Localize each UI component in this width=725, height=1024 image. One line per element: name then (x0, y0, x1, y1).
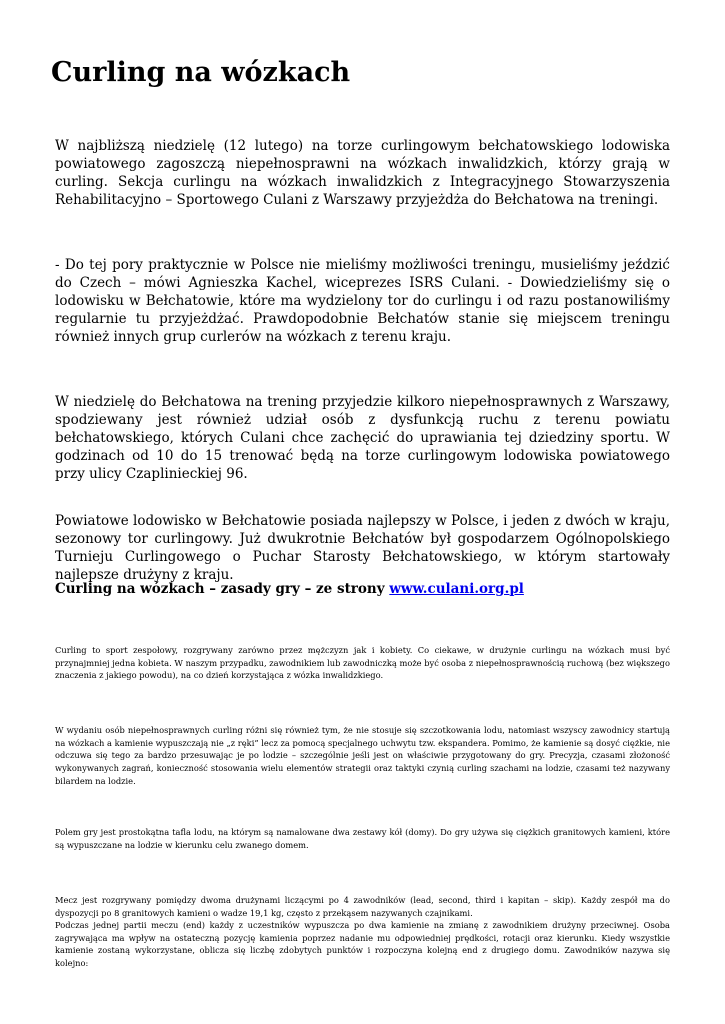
rules-paragraph-3: Polem gry jest prostokątna tafla lodu, na którym są namalowane dwa zestawy kół (domy). Do gry używa się ciężkich granitowych kamieni, które są wypuszczane na lodzie w kierunku celu zwanego domem. (55, 827, 670, 850)
culani-link[interactable]: www.culani.org.pl (389, 581, 524, 597)
rules-paragraph-4: Mecz jest rozgrywany pomiędzy dwoma drużynami liczącymi po 4 zawodników (lead, second, third i kapitan – skip). Każdy zespół ma do dyspozycji po 8 granitowych kamieni o wadze 19,1 kg, często z przekąsem nazywanych czajnikami. (55, 895, 670, 918)
rules-heading-text: Curling na wózkach – zasady gry – ze strony (55, 581, 390, 597)
paragraph-quote: - Do tej pory praktycznie w Polsce nie mieliśmy możliwości treningu, musieliśmy jeździć do Czech – mówi Agnieszka Kachel, wiceprezes ISRS Culani. - Dowiedzieliśmy się o lodowisku w Bełchatowie, które ma wydzielony tor do curlingu i od razu postanowiliśmy regularnie tu przyjeżdżać. Prawdopodobnie Bełchatów stanie się miejscem treningu również innych grup curlerów na wózkach z terenu kraju. (55, 257, 670, 345)
paragraph-training: W niedzielę do Bełchatowa na trening przyjedzie kilkoro niepełnosprawnych z Warszawy, spodziewany jest również udział osób z dysfunkcją ruchu z terenu powiatu bełchatowskiego, których Culani chce zachęcić do uprawiania tej dziedziny sportu. W godzinach od 10 do 15 trenować będą na torze curlingowym lodowiska powiatowego przy ulicy Czaplinieckiej 96. (55, 394, 670, 482)
rules-paragraph-1: Curling to sport zespołowy, rozgrywany zarówno przez mężczyzn jak i kobiety. Co ciekawe, w drużynie curlingu na wózkach musi być przynajmniej jedna kobieta. W naszym przypadku, zawodnikiem lub zawodniczką może być osoba z niepełnosprawnością ruchową (bez większego znaczenia z jakiego powodu), na co dzień korzystająca z wózka inwalidzkiego. (55, 645, 670, 681)
rules-heading (55, 580, 670, 598)
paragraph-rink: Powiatowe lodowisko w Bełchatowie posiada najlepszy w Polsce, i jeden z dwóch w kraju, sezonowy tor curlingowy. Już dwukrotnie Bełchatów był gospodarzem Ogólnopolskiego Turnieju Curlingowego o Puchar Starosty Bełchatowskiego, w którym startowały najlepsze drużyny z kraju. (55, 513, 670, 583)
page-title: Curling na wózkach (51, 57, 351, 88)
rules-paragraph-2: W wydaniu osób niepełnosprawnych curling różni się również tym, że nie stosuje się szczotkowania lodu, natomiast wszyscy zawodnicy startują na wózkach a kamienie wypuszczają nie „z ręki” lecz za pomocą specjalnego uchwytu tzw. ekspandera. Pomimo, że kamienie są dosyć ciężkie, nie odczuwa się tego za bardzo przesuwając je po lodzie – szczególnie jeśli jest on właściwie przygotowany do gry. Precyzja, czasami złożoność wykonywanych zagrań, konieczność stosowania wielu elementów strategii oraz taktyki czynią curling szachami na lodzie, czasami też nazywany bilardem na lodzie. (55, 725, 670, 786)
rules-paragraph-5: Podczas jednej partii meczu (end) każdy z uczestników wypuszcza po dwa kamienie na zmianę z zawodnikiem drużyny przeciwnej. Osoba zagrywająca ma wpływ na ostateczną pozycję kamienia poprzez nadanie mu odpowiedniej prędkości, rotacji oraz kierunku. Kiedy wszystkie kamienie zostaną wykorzystane, oblicza się liczbę zdobytych punktów i rozpoczyna kolejną end z drugiego domu. Zawodników nazywa się kolejno: (55, 920, 670, 969)
paragraph-intro: W najbliższą niedzielę (12 lutego) na torze curlingowym bełchatowskiego lodowiska powiatowego zagoszczą niepełnosprawni na wózkach inwalidzkich, którzy grają w curling. Sekcja curlingu na wózkach inwalidzkich z Integracyjnego Stowarzyszenia Rehabilitacyjno – Sportowego Culani z Warszawy przyjeżdża do Bełchatowa na treningi. (55, 138, 670, 208)
